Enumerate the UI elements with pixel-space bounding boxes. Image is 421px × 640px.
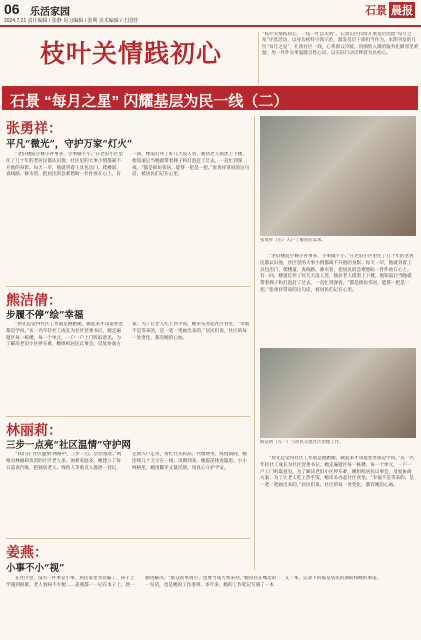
- banner-subheadline: 石景 “每月之星” 闪耀基层为民一线（二）: [10, 93, 289, 110]
- newspaper-logo: [365, 2, 415, 18]
- article-4-name: 姜燕：: [6, 545, 48, 561]
- article-3-name: 林丽莉：: [6, 423, 62, 439]
- article-4-body: 在社区里，没有一件事是小事。居民家里水管漏了、孩子上学遇到困难、老人看病不方便……姜燕都一一记在本子上，逐一跟进解决。“群众的事再小，也要当成大事来办。”她常挂在嘴边的一句话，也是她的工作准则。多年来，她的工作笔记写满了一本又一本，记录下的都是居民的期盼和她的承诺。: [6, 576, 382, 588]
- article-2-body-continued: “原先总觉得社区工作就是跑跑腿，做起来才知道处处都是学问。”从一名年轻社工成长为社区党委书记，她走遍辖区每一栋楼、每一个单元，一户一户上门听取意见。为了解决老旧小区停车难，她组织居民议事会，反复协商方案；为了让老人吃上热乎饭，她牵头办起社区食堂。“幸福不是等来的，是一笔一笔画出来的。”居民们说，社区的每一处变化，都有她的心血。: [260, 456, 414, 489]
- main-headline: 枝叶关情践初心: [40, 39, 223, 68]
- page-number: 06: [4, 1, 20, 17]
- photo-2-caption: 熊洁倩（左一）与居民交流社区治理工作。: [260, 440, 344, 445]
- article-1-name: 张勇祥：: [6, 121, 62, 137]
- article-2-subtitle: 步履不停“绘”幸福: [6, 310, 84, 321]
- divider: [6, 416, 250, 417]
- article-1-subtitle: 平凡“微光”，守护万家“灯火”: [6, 139, 133, 150]
- divider: [6, 286, 250, 287]
- photo-1: [260, 116, 416, 236]
- header-rule: [0, 25, 421, 27]
- divider: [6, 538, 250, 539]
- photo-2: [260, 348, 416, 438]
- logo-mark: 晨报: [391, 4, 413, 17]
- article-1-body-continued: “老旧楼院小修小补事多，小事做不小。”在老旧小区里住了几十年的老居民都认识他，社区里的大事小情都离不开他的身影。每天一早，他就背着工具包出门，爬楼道、查线路、修水管，把居民的急难愁盼一件件放在心上。有一回，楼道灯坏了好几天没人管，独居老人摸黑上下楼，他知道后当晚就带着梯子和灯泡赶了过去，一直忙到深夜。“都是街坊邻居，能帮一把是一把。”张勇祥常说的这句话，被居民们记在心里。: [260, 254, 414, 293]
- logo-text: 石景: [365, 4, 387, 17]
- article-2-name: 熊洁倩：: [6, 293, 62, 309]
- article-2-body: “原先总觉得社区工作就是跑跑腿，做起来才知道处处都是学问。”从一名年轻社工成长为社区党委书记，她走遍辖区每一栋楼、每一个单元，一户一户上门听取意见。为了解决老旧小区停车难，她组织居民议事会，反复协商方案；为了让老人吃上热乎饭，她牵头办起社区食堂。“幸福不是等来的，是一笔一笔画出来的。”居民们说，社区的每一处变化，都有她的心血。: [6, 322, 250, 348]
- article-3-subtitle: 三步一点亮“社区温情”守护网: [6, 440, 131, 451]
- article-4-subtitle: 小事不小“视”: [6, 563, 65, 574]
- photo-1-caption: 张勇祥（右）入户了解居民需求。: [260, 238, 326, 243]
- article-1-body: “老旧楼院小修小补事多，小事做不小。”在老旧小区里住了几十年的老居民都认识他，社区里的大事小情都离不开他的身影。每天一早，他就背着工具包出门，爬楼道、查线路、修水管，把居民的急难愁盼一件件放在心上。有一回，楼道灯坏了好几天没人管，独居老人摸黑上下楼，他知道后当晚就带着梯子和灯泡赶了过去，一直忙到深夜。“都是街坊邻居，能帮一把是一把。”张勇祥常说的这句话，被居民们记在心里。: [6, 152, 250, 178]
- intro-paragraph: “枝叶关情践初心，一枝一叶总关情”。石景山区持续开展基层治理“每月之星”评选活动，以身边榜样引领示范，激发基层干部担当作为。本期刊发的几位“每月之星”，扎根社区一线，心系群众冷暖，用细致入微的服务化解邻里难题，用一件件实事温暖百姓心田，以实际行动诠释着为民初心。: [258, 32, 420, 84]
- page-editors-info: 2024.7.21 责任编辑 / 张静 见习编辑 / 张利 美术编辑 / 王国营: [4, 18, 138, 24]
- page-section-name: 乐活家园: [30, 7, 70, 18]
- article-3-body: “我们在‘社区温情’网格中，三步一点，层层推进。”网格员林丽莉负责的片区老人多、困难家庭多。她建立了每日巡查台账，把独居老人、残疾人等重点人群逐一登记，定期入户走访，帮忙代买药品、代缴费用。疫情期间，她连续几十天守在一线；汛期到来，她提前排查隐患。小小网格里，她用脚步丈量民情，用真心守护平安。: [6, 452, 247, 471]
- column-divider: [254, 116, 255, 570]
